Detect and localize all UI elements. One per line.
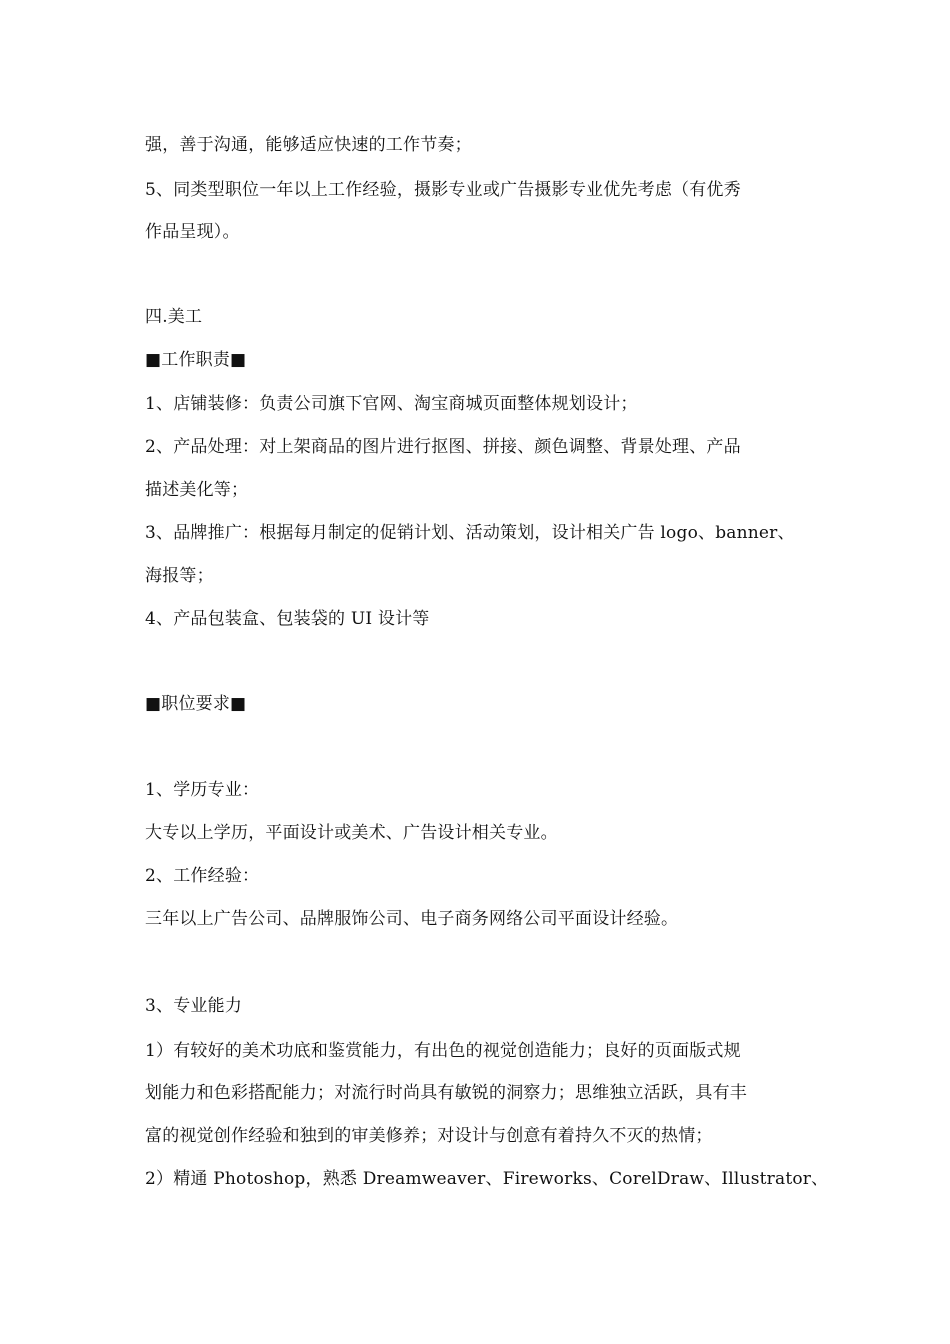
text-line: 1、店铺装修：负责公司旗下官网、淘宝商城页面整体规划设计； bbox=[145, 394, 638, 414]
text-line: 3、专业能力 bbox=[145, 996, 243, 1016]
text-line: 1、学历专业： bbox=[145, 780, 260, 800]
text-line: 2、产品处理：对上架商品的图片进行抠图、拼接、颜色调整、背景处理、产品 bbox=[145, 437, 741, 457]
text-line: 4、产品包装盒、包装袋的 UI 设计等 bbox=[145, 609, 430, 629]
text-line: 三年以上广告公司、品牌服饰公司、电子商务网络公司平面设计经验。 bbox=[145, 909, 679, 929]
text-line: 划能力和色彩搭配能力；对流行时尚具有敏锐的洞察力；思维独立活跃，具有丰 bbox=[145, 1083, 747, 1103]
section-heading: 四.美工 bbox=[145, 307, 203, 327]
text-line: 富的视觉创作经验和独到的审美修养；对设计与创意有着持久不灭的热情； bbox=[145, 1126, 713, 1146]
text-line: 5、同类型职位一年以上工作经验，摄影专业或广告摄影专业优先考虑（有优秀 bbox=[145, 180, 741, 200]
text-line: 海报等； bbox=[145, 566, 214, 586]
text-line: 2、工作经验： bbox=[145, 866, 260, 886]
text-line: 3、品牌推广：根据每月制定的促销计划、活动策划，设计相关广告 logo、banner、 bbox=[145, 523, 795, 543]
subsection-heading: ■职位要求■ bbox=[145, 694, 247, 714]
text-line: 1）有较好的美术功底和鉴赏能力，有出色的视觉创造能力；良好的页面版式规 bbox=[145, 1041, 741, 1061]
subsection-heading: ■工作职责■ bbox=[145, 350, 247, 370]
text-line: 2）精通 Photoshop，熟悉 Dreamweaver、Fireworks、CorelDraw、Illustrator、 bbox=[145, 1169, 829, 1189]
text-line: 描述美化等； bbox=[145, 480, 249, 500]
text-line: 大专以上学历，平面设计或美术、广告设计相关专业。 bbox=[145, 823, 558, 843]
text-line: 强，善于沟通，能够适应快速的工作节奏； bbox=[145, 135, 472, 155]
text-line: 作品呈现）。 bbox=[145, 222, 240, 242]
